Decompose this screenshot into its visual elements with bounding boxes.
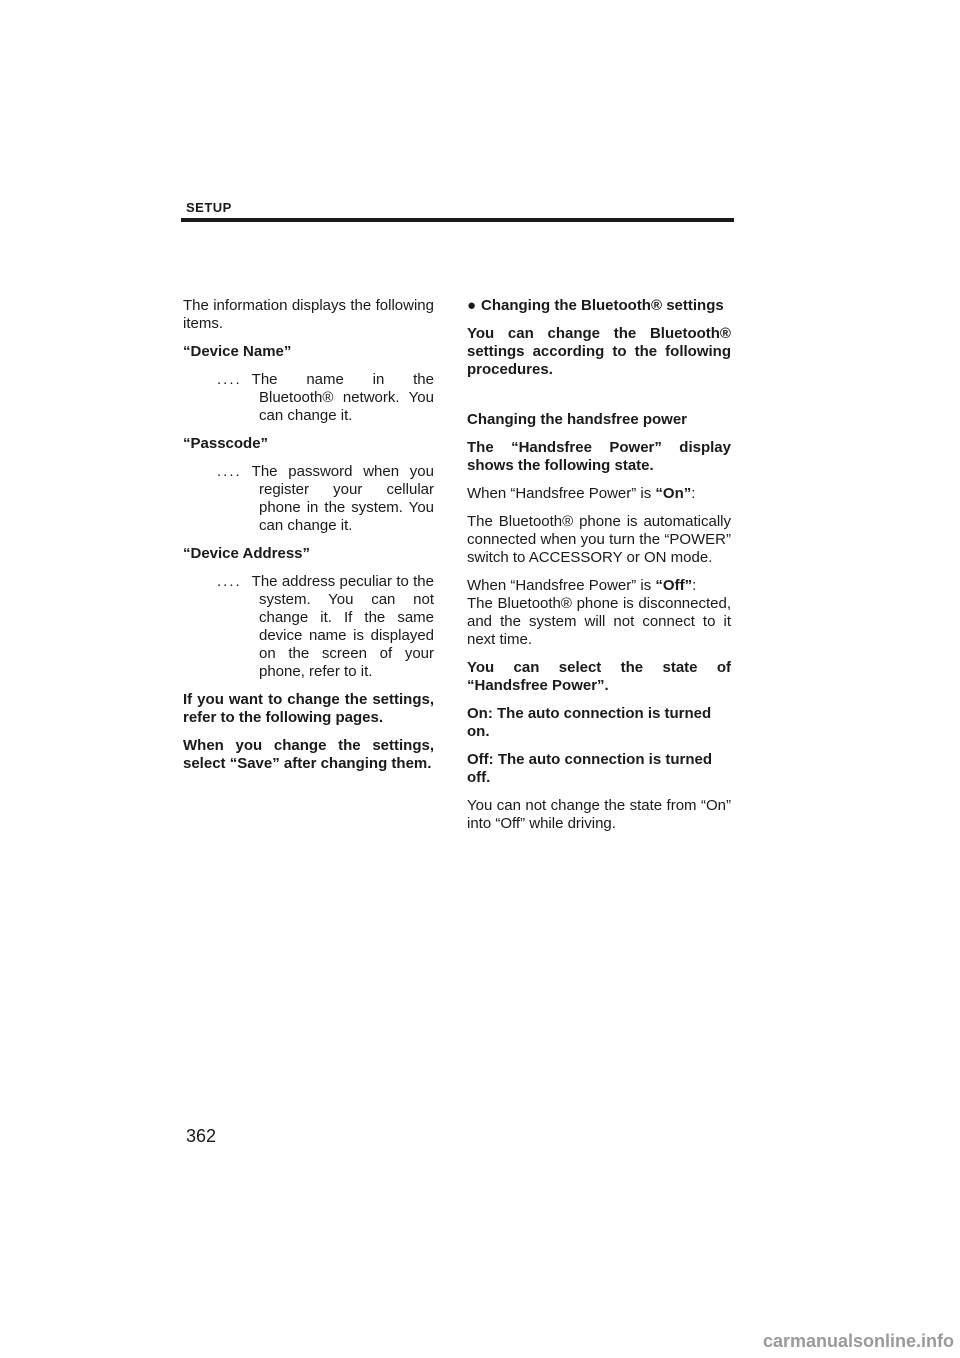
bullet-icon: ● [467,297,477,314]
leader-dots: .... [217,573,242,590]
on-label [467,485,731,503]
def-device-address [183,573,434,681]
watermark: carmanualsonline.info [762,1331,954,1351]
off-prefix: When “Handsfree Power” is [467,577,656,594]
term-passcode: “Passcode” [183,435,269,452]
leader-dots: .... [217,463,242,480]
leader-dots: .... [217,371,242,388]
off-line: Off: The auto connection is turned off. [467,751,712,786]
on-value: “On” [655,485,692,502]
def-text: The address peculiar to the system. You can not change it. If the same device name is displayed on the screen of your phone, refer to it. [251,573,434,680]
on-suffix: : [691,485,696,502]
right-column [467,297,731,843]
off-suffix: : [692,577,697,594]
section-title: SETUP [186,200,232,215]
select-state-text: You can select the state of “Handsfree Power”. [467,659,731,694]
subheading-handsfree: Changing the handsfree power [467,411,688,428]
bullet-heading-text: Changing the Bluetooth® settings [481,297,724,314]
on-description: The Bluetooth® phone is automatically connected when you turn the “POWER” switch to ACCESSORY or ON mode. [467,513,731,566]
term-device-address: “Device Address” [183,545,311,562]
off-description: The Bluetooth® phone is disconnected, and the system will not connect to it next time. [467,595,731,648]
bluetooth-intro: You can change the Bluetooth® settings according to the following procedures. [467,325,731,378]
page-number: 362 [186,1126,217,1146]
off-value: “Off” [655,577,693,594]
on-line: On: The auto connection is turned on. [467,705,712,740]
spacer [467,389,731,411]
note-save: When you change the settings, select “Save” after changing them. [183,737,434,772]
def-device-name [183,371,434,425]
driving-note: You can not change the state from “On” into “Off” while driving. [467,797,731,832]
left-column [183,297,434,783]
intro-text: The information displays the following items. [183,297,434,332]
note-settings-pages: If you want to change the settings, refer to the following pages. [183,691,434,726]
display-state-text: The “Handsfree Power” display shows the following state. [467,439,731,474]
on-prefix: When “Handsfree Power” is [467,485,656,502]
header-rule [181,218,734,222]
def-passcode [183,463,434,535]
bullet-heading [467,297,731,315]
term-device-name: “Device Name” [183,343,292,360]
def-text: The password when you register your cellular phone in the system. You can change it. [251,463,434,534]
def-text: The name in the Bluetooth® network. You can change it. [251,371,434,424]
off-label [467,577,731,595]
